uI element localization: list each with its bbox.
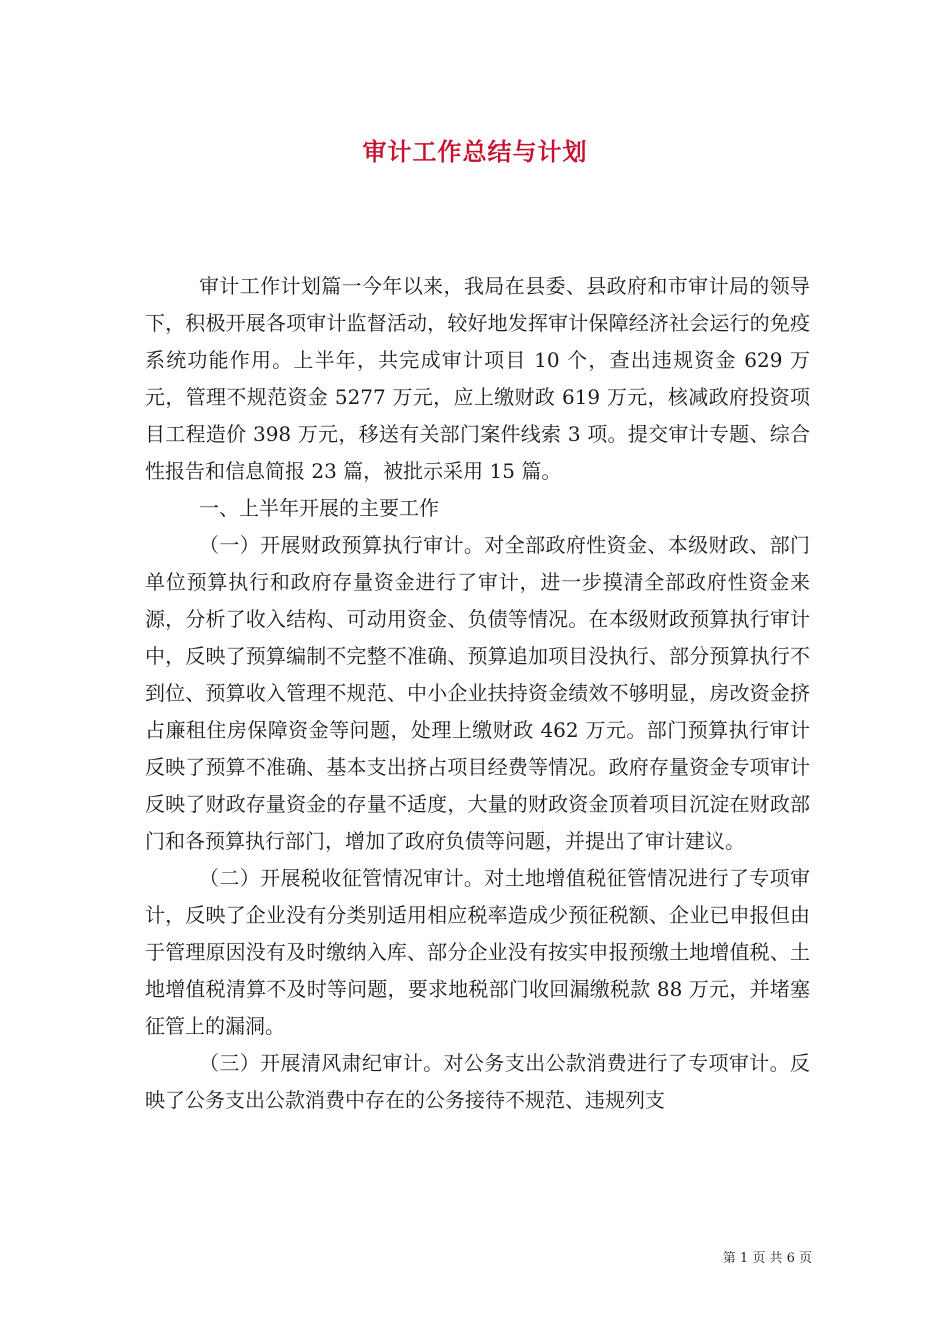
intro-paragraph: 审计工作计划篇一今年以来，我局在县委、县政府和市审计局的领导下，积极开展各项审计监督活动，较好地发挥审计保障经济社会运行的免疫系统功能作用。上半年，共完成审计项目 10 个，查出违规资金 629 万元，管理不规范资金 5277 万元，应上缴财政 619 万元，核减政府投资项目工程造价 398 万元，移送有关部门案件线索 3 项。提交审计专题、综合性报告和信息简报 23 篇，被批示采用 15 篇。 <box>145 274 810 483</box>
document-body <box>145 268 810 1119</box>
document-title: 审计工作总结与计划 <box>362 137 588 166</box>
subsection-paragraph-2: （二）开展税收征管情况审计。对土地增值税征管情况进行了专项审计，反映了企业没有分类别适用相应税率造成少预征税额、企业已申报但由于管理原因没有及时缴纳入库、部分企业没有按实申报预缴土地增值税、土地增值税清算不及时等问题，要求地税部门收回漏缴税款 88 万元，并堵塞征管上的漏洞。 <box>145 866 810 1038</box>
page-number: 第 1 页 共 6 页 <box>722 1251 812 1266</box>
section-heading: 一、上半年开展的主要工作 <box>199 496 439 520</box>
subsection-paragraph-1: （一）开展财政预算执行审计。对全部政府性资金、本级财政、部门单位预算执行和政府存量资金进行了审计，进一步摸清全部政府性资金来源，分析了收入结构、可动用资金、负债等情况。在本级财政预算执行审计中，反映了预算编制不完整不准确、预算追加项目没执行、部分预算执行不到位、预算收入管理不规范、中小企业扶持资金绩效不够明显，房改资金挤占廉租住房保障资金等问题，处理上缴财政 462 万元。部门预算执行审计反映了预算不准确、基本支出挤占项目经费等情况。政府存量资金专项审计反映了财政存量资金的存量不适度，大量的财政资金顶着项目沉淀在财政部门和各预算执行部门，增加了政府负债等问题，并提出了审计建议。 <box>145 533 810 853</box>
subsection-paragraph-3: （三）开展清风肃纪审计。对公务支出公款消费进行了专项审计。反映了公务支出公款消费中存在的公务接待不规范、违规列支 <box>145 1051 810 1112</box>
